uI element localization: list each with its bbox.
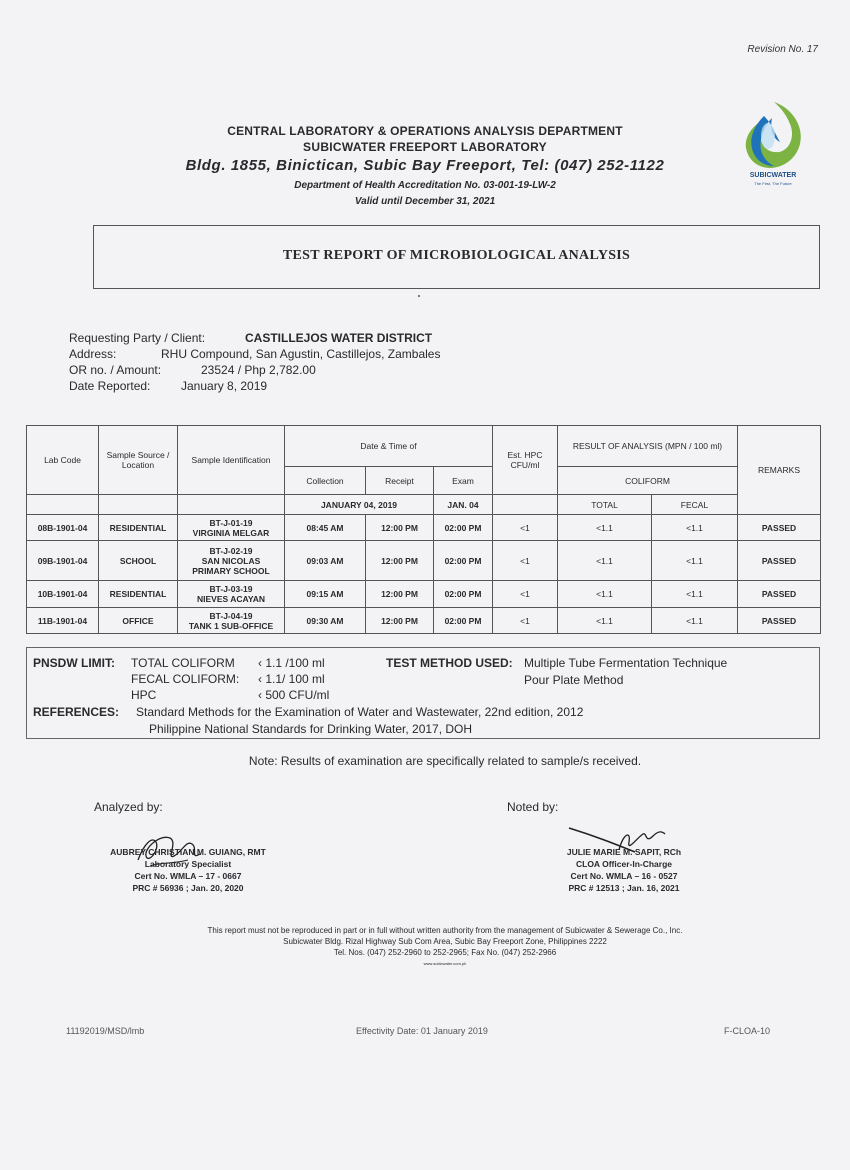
officer-title: CLOA Officer-In-Charge	[575, 859, 673, 869]
sample-code: BT-J-04-19	[209, 610, 253, 621]
remarks: PASSED	[738, 608, 821, 634]
results-note: Note: Results of examination are specifically related to sample/s received.	[248, 754, 642, 768]
remarks: PASSED	[738, 581, 821, 608]
fecal-coliform-limit: ‹ 1.1/ 100 ml	[258, 672, 325, 686]
date-reported-label: Date Reported:	[69, 379, 151, 393]
collection-time: 09:30 AM	[285, 608, 366, 634]
sample-location: TANK 1 SUB-OFFICE	[188, 620, 274, 631]
accreditation-number: Department of Health Accreditation No. 03-001-19-LW-2	[294, 180, 556, 191]
table-row	[27, 541, 821, 581]
collection-time: 09:03 AM	[285, 541, 366, 581]
address-label: Address:	[69, 347, 117, 361]
lab-code: 11B-1901-04	[27, 608, 99, 634]
noted-by-label: Noted by:	[507, 800, 559, 814]
exam-date: JAN. 04	[434, 495, 493, 515]
receipt-time: 12:00 PM	[366, 608, 434, 634]
analyst-block	[70, 846, 306, 894]
header-hpc: Est. HPC CFU/ml	[493, 426, 558, 495]
sample-source: RESIDENTIAL	[99, 515, 178, 541]
table-row	[27, 581, 821, 608]
department-name: CENTRAL LABORATORY & OPERATIONS ANALYSIS DEPARTMENT	[227, 124, 623, 138]
test-method-label: TEST METHOD USED:	[386, 656, 513, 670]
remarks: PASSED	[738, 541, 821, 581]
laboratory-address: Bldg. 1855, Binictican, Subic Bay Freeport, Tel: (047) 252-1122	[185, 157, 665, 174]
sample-source: OFFICE	[99, 608, 178, 634]
address-value: RHU Compound, San Agustin, Castillejos, Zambales	[161, 347, 441, 361]
header-fecal: FECAL	[652, 495, 738, 515]
fecal-coliform: <1.1	[652, 581, 738, 608]
header-sample-identification: Sample Identification	[178, 426, 285, 495]
pnsdw-label: PNSDW LIMIT:	[33, 656, 115, 670]
officer-block	[514, 846, 734, 894]
client-info	[69, 330, 440, 394]
sample-source: SCHOOL	[99, 541, 178, 581]
or-value: 23524 / Php 2,782.00	[201, 363, 316, 377]
header-receipt: Receipt	[366, 467, 434, 495]
total-coliform: <1.1	[558, 541, 652, 581]
hpc-value: <1	[493, 581, 558, 608]
exam-time: 02:00 PM	[434, 608, 493, 634]
sample-code: BT-J-03-19	[209, 584, 253, 594]
empty-cell	[99, 495, 178, 515]
logo-name: SUBICWATER	[749, 172, 797, 179]
sample-identification	[178, 581, 285, 608]
receipt-time: 12:00 PM	[366, 515, 434, 541]
lab-code: 10B-1901-04	[27, 581, 99, 608]
test-method-1: Multiple Tube Fermentation Technique	[524, 656, 728, 670]
officer-cert: Cert No. WMLA – 16 - 0527	[570, 871, 678, 881]
fecal-coliform: <1.1	[652, 608, 738, 634]
client-label: Requesting Party / Client:	[69, 331, 206, 345]
logo-tagline: The First, The Future	[754, 181, 792, 186]
remarks: PASSED	[738, 515, 821, 541]
sample-location-extra: PRIMARY SCHOOL	[192, 565, 270, 576]
client-value: CASTILLEJOS WATER DISTRICT	[245, 331, 433, 345]
analyst-title: Laboratory Specialist	[144, 859, 232, 869]
results-table	[26, 425, 821, 634]
reference-1: Standard Methods for the Examination of Water and Wastewater, 22nd edition, 2012	[136, 705, 584, 719]
hpc-value: <1	[493, 541, 558, 581]
effectivity-date: Effectivity Date: 01 January 2019	[356, 1026, 488, 1036]
analyst-name: AUBREY CHRISTIAN M. GUIANG, RMT	[110, 847, 266, 857]
header-total: TOTAL	[558, 495, 652, 515]
hpc-limit: ‹ 500 CFU/ml	[258, 688, 330, 702]
officer-prc: PRC # 12513 ; Jan. 16, 2021	[568, 883, 680, 893]
reference-2: Philippine National Standards for Drinking Water, 2017, DOH	[149, 722, 473, 736]
header-sample-source: Sample Source / Location	[99, 426, 178, 495]
total-coliform: <1.1	[558, 515, 652, 541]
header-result: RESULT OF ANALYSIS (MPN / 100 ml)	[558, 426, 738, 467]
collection-time: 09:15 AM	[285, 581, 366, 608]
sample-identification	[178, 515, 285, 541]
lab-code: 08B-1901-04	[27, 515, 99, 541]
header-exam: Exam	[434, 467, 493, 495]
total-coliform-label: TOTAL COLIFORM	[131, 656, 235, 670]
header-lab-code: Lab Code	[27, 426, 99, 495]
hpc-label: HPC	[131, 688, 157, 702]
sample-source: RESIDENTIAL	[99, 581, 178, 608]
exam-time: 02:00 PM	[434, 581, 493, 608]
analyzed-by-label: Analyzed by:	[94, 800, 163, 814]
officer-name: JULIE MARIE M. SAPIT, RCh	[566, 847, 682, 857]
sample-location: NIEVES ACAYAN	[196, 594, 266, 604]
header-date-time: Date & Time of	[285, 426, 493, 467]
exam-time: 02:00 PM	[434, 541, 493, 581]
total-coliform: <1.1	[558, 581, 652, 608]
footer-address: Subicwater Bldg. Rizal Highway Sub Com Area, Subic Bay Freeport Zone, Philippines 2222	[283, 937, 607, 946]
sample-identification	[178, 541, 285, 581]
sample-location: VIRGINIA MELGAR	[192, 527, 270, 538]
table-row	[27, 515, 821, 541]
document-reference: 11192019/MSD/lmb	[66, 1026, 145, 1036]
revision-number: Revision No. 17	[747, 44, 818, 55]
total-coliform-limit: ‹ 1.1 /100 ml	[258, 656, 325, 670]
hpc-value: <1	[493, 608, 558, 634]
sample-identification	[178, 608, 285, 634]
sample-code: BT-J-01-19	[209, 517, 253, 528]
stray-dot	[418, 295, 420, 297]
fecal-coliform: <1.1	[652, 515, 738, 541]
hpc-value: <1	[493, 515, 558, 541]
sample-code: BT-J-02-19	[209, 545, 253, 556]
empty-cell	[178, 495, 285, 515]
footer-disclaimer: This report must not be reproduced in part or in full without written authority from the management of Subicwater & Sewerage Co., Inc.	[207, 926, 683, 935]
header-remarks: REMARKS	[738, 426, 821, 515]
collection-date: JANUARY 04, 2019	[285, 495, 434, 515]
header-collection: Collection	[285, 467, 366, 495]
receipt-time: 12:00 PM	[366, 581, 434, 608]
sample-location: SAN NICOLAS	[201, 555, 261, 566]
empty-cell	[493, 495, 558, 515]
form-number: F-CLOA-10	[724, 1026, 771, 1036]
collection-time: 08:45 AM	[285, 515, 366, 541]
date-reported-value: January 8, 2019	[181, 379, 268, 393]
accreditation-validity: Valid until December 31, 2021	[354, 196, 496, 207]
analyst-prc: PRC # 56936 ; Jan. 20, 2020	[132, 883, 244, 893]
header-coliform: COLIFORM	[558, 467, 738, 495]
fecal-coliform-label: FECAL COLIFORM:	[131, 672, 240, 686]
footer-phone: Tel. Nos. (047) 252-2960 to 252-2965; Fax No. (047) 252-2966	[333, 948, 557, 957]
report-title: TEST REPORT OF MICROBIOLOGICAL ANALYSIS	[282, 248, 631, 263]
lab-code: 09B-1901-04	[27, 541, 99, 581]
test-method-2: Pour Plate Method	[524, 673, 624, 687]
empty-cell	[27, 495, 99, 515]
references-label: REFERENCES:	[33, 705, 120, 719]
or-label: OR no. / Amount:	[69, 363, 162, 377]
total-coliform: <1.1	[558, 608, 652, 634]
receipt-time: 12:00 PM	[366, 541, 434, 581]
exam-time: 02:00 PM	[434, 515, 493, 541]
analyst-cert: Cert No. WMLA – 17 - 0667	[134, 871, 242, 881]
fecal-coliform: <1.1	[652, 541, 738, 581]
footer-website: www.subicwater.com.ph	[423, 961, 467, 966]
laboratory-name: SUBICWATER FREEPORT LABORATORY	[303, 140, 547, 154]
table-row	[27, 608, 821, 634]
